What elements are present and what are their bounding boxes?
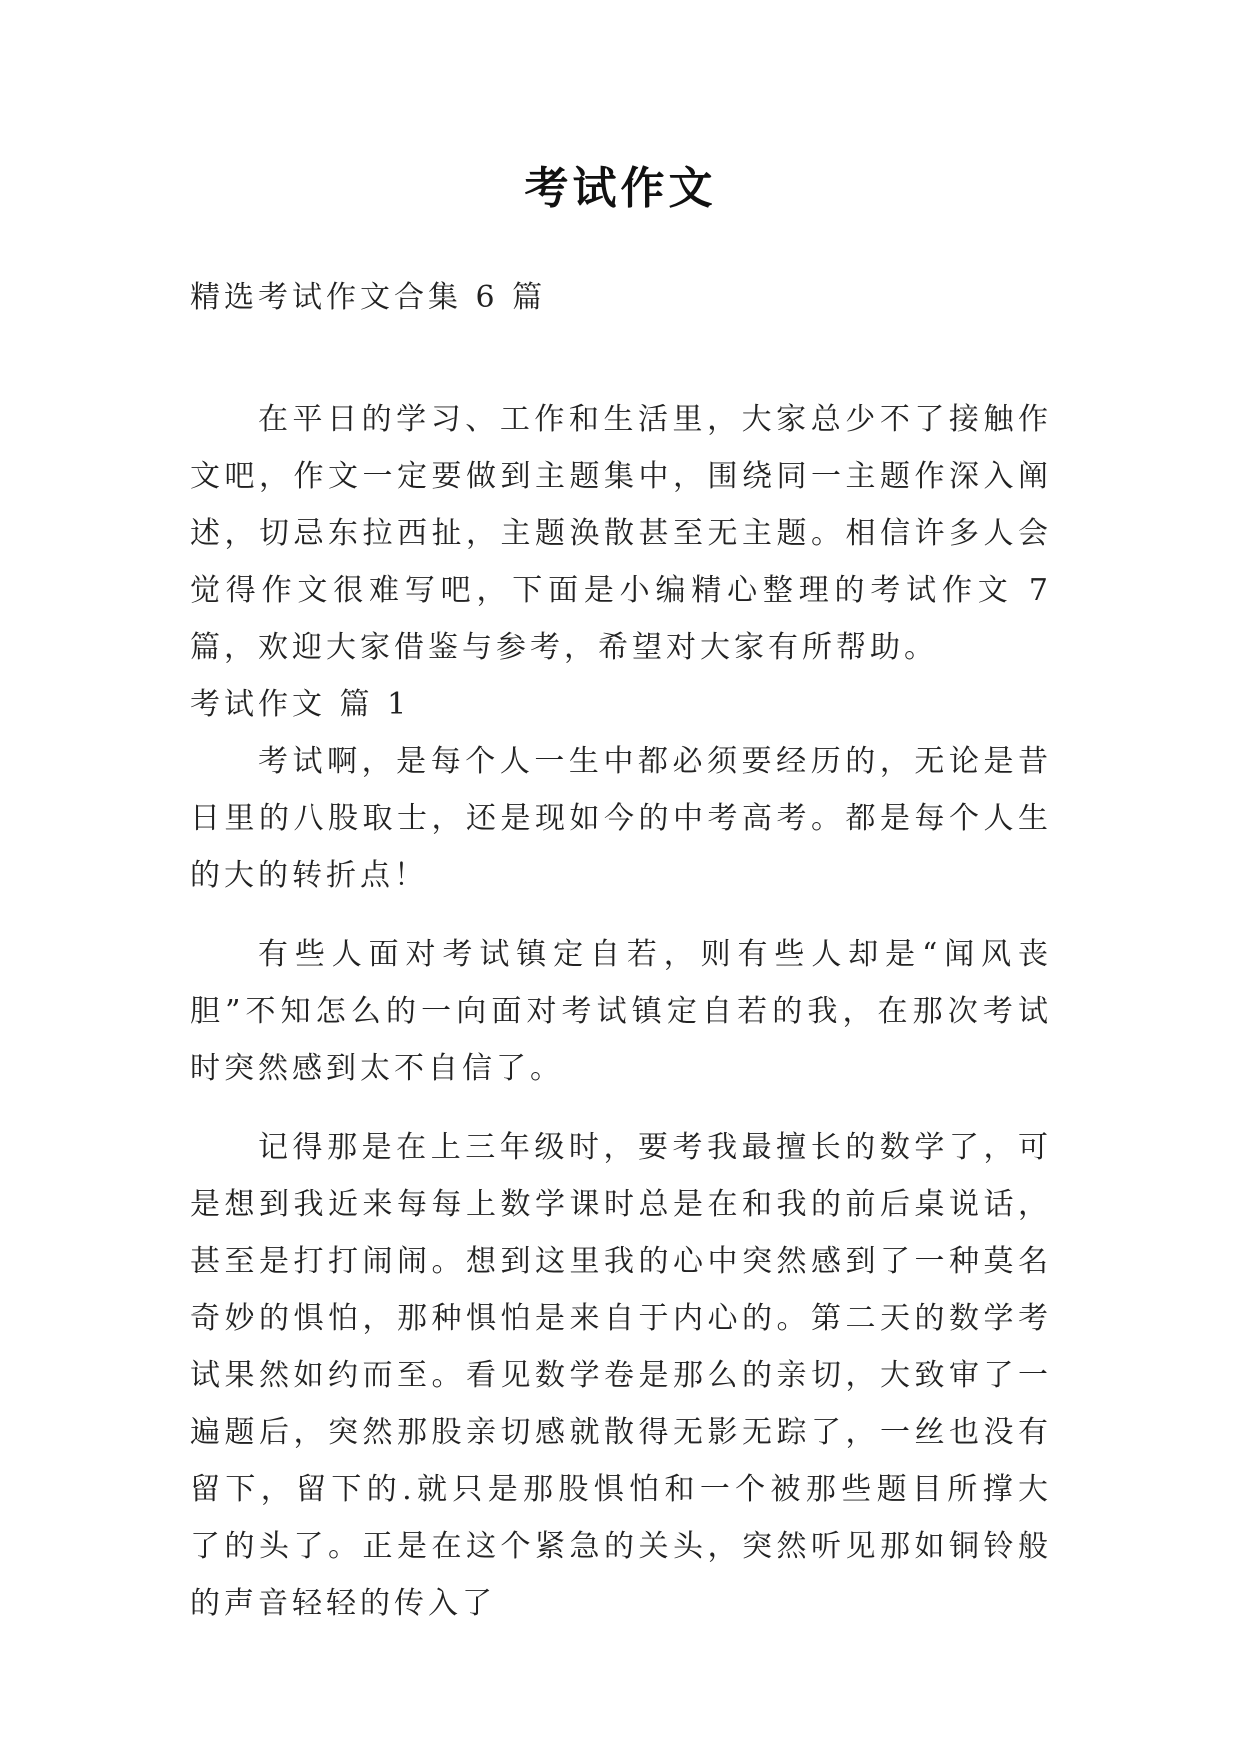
document-body xyxy=(190,268,1052,1632)
body-paragraph: 记得那是在上三年级时，要考我最擅长的数学了，可是想到我近来每每上数学课时总是在和我的前后桌说话，甚至是打打闹闹。想到这里我的心中突然感到了一种莫名奇妙的惧怕，那种惧怕是来自于内心的。第二天的数学考试果然如约而至。看见数学卷是那么的亲切，大致审了一遍题后，突然那股亲切感就散得无影无踪了，一丝也没有留下，留下的.就只是那股惧怕和一个被那些题目所撑大了的头了。正是在这个紧急的关头，突然听见那如铜铃般的声音轻轻的传入了 xyxy=(190,1130,1052,1621)
paragraph-gap xyxy=(190,904,1052,926)
body-paragraph: 有些人面对考试镇定自若，则有些人却是“闻风丧胆”不知怎么的一向面对考试镇定自若的我，在那次考试时突然感到太不自信了。 xyxy=(190,937,1052,1086)
body-paragraph: 考试啊，是每个人一生中都必须要经历的，无论是昔日里的八股取士，还是现如今的中考高考。都是每个人生的大的转折点！ xyxy=(190,744,1052,893)
document-subtitle: 精选考试作文合集 6 篇 xyxy=(190,280,547,315)
section-heading: 考试作文 篇 1 xyxy=(190,687,411,722)
intro-paragraph: 在平日的学习、工作和生活里，大家总少不了接触作文吧，作文一定要做到主题集中，围绕同一主题作深入阐述，切忌东拉西扯，主题涣散甚至无主题。相信许多人会觉得作文很难写吧，下面是小编精心整理的考试作文 7 篇，欢迎大家借鉴与参考，希望对大家有所帮助。 xyxy=(190,402,1052,665)
paragraph-gap xyxy=(190,1097,1052,1119)
document-title: 考试作文 xyxy=(524,163,717,214)
